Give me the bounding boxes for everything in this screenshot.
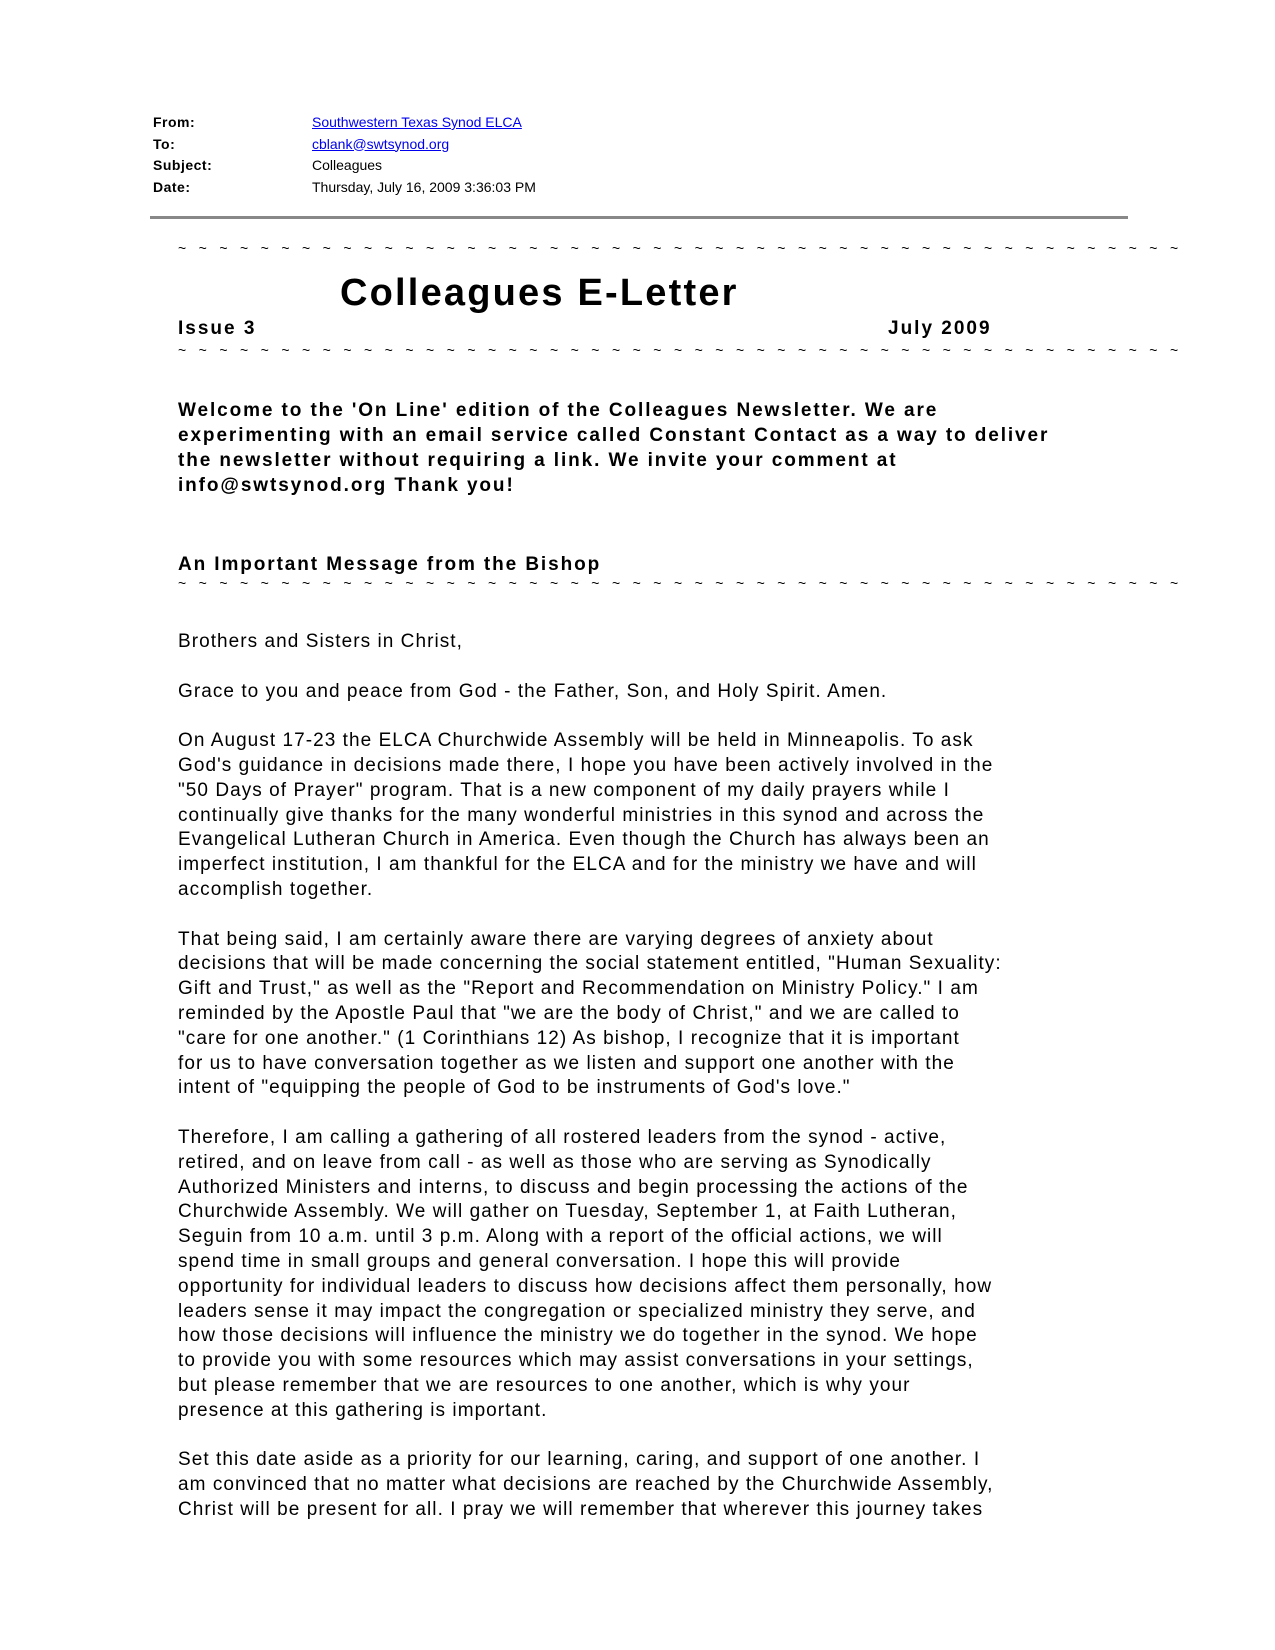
email-header	[153, 112, 536, 198]
from-label: From:	[153, 114, 196, 130]
paragraph-line: God's guidance in decisions made there, I hope you have been actively involved in the	[178, 754, 994, 776]
paragraph-line: Christ will be present for all. I pray we will remember that wherever this journey takes	[178, 1498, 984, 1520]
paragraph-line: Therefore, I am calling a gathering of all rostered leaders from the synod - active,	[178, 1126, 947, 1148]
paragraph-line: how those decisions will influence the ministry we do together in the synod. We hope	[178, 1325, 978, 1347]
paragraph	[178, 729, 1002, 903]
paragraph-line: On August 17-23 the ELCA Churchwide Assembly will be held in Minneapolis. To ask	[178, 730, 974, 752]
paragraph	[178, 680, 1002, 705]
intro-line: experimenting with an email service called Constant Contact as a way to deliver	[178, 425, 1050, 446]
paragraph-line: Evangelical Lutheran Church in America. Even though the Church has always been an	[178, 829, 990, 851]
paragraph-line: presence at this gathering is important.	[178, 1399, 548, 1421]
letter-body	[178, 630, 1002, 1547]
paragraph	[178, 1126, 1002, 1424]
to-label: To:	[153, 135, 176, 152]
paragraph-line: That being said, I am certainly aware there are varying degrees of anxiety about	[178, 928, 934, 950]
intro-line: Welcome to the 'On Line' edition of the Colleagues Newsletter. We are	[178, 400, 939, 421]
paragraph-line: for us to have conversation together as we listen and support one another with the	[178, 1052, 955, 1074]
paragraph-line: decisions that will be made concerning the social statement entitled, "Human Sexuality:	[178, 953, 1002, 975]
paragraph-line: retired, and on leave from call - as well as those who are serving as Synodically	[178, 1151, 932, 1173]
section-title: An Important Message from the Bishop	[178, 554, 602, 575]
from-link[interactable]: Southwestern Texas Synod ELCA	[312, 114, 522, 130]
intro-line: the newsletter without requiring a link. We invite your comment at	[178, 450, 898, 471]
date-value: Thursday, July 16, 2009 3:36:03 PM	[312, 178, 536, 195]
paragraph-line: Authorized Ministers and interns, to discuss and begin processing the actions of the	[178, 1176, 969, 1198]
intro-line: info@swtsynod.org Thank you!	[178, 475, 515, 496]
intro-text	[178, 398, 1049, 498]
paragraph-line: reminded by the Apostle Paul that "we are the body of Christ," and we are called to	[178, 1002, 960, 1024]
subject-label: Subject:	[153, 157, 213, 173]
paragraph	[178, 1448, 1002, 1522]
paragraph-line: "care for one another." (1 Corinthians 12) As bishop, I recognize that it is important	[178, 1027, 960, 1049]
paragraph-line: Brothers and Sisters in Christ,	[178, 631, 463, 652]
paragraph-line: am convinced that no matter what decisions are reached by the Churchwide Assembly,	[178, 1474, 994, 1496]
paragraph-line: intent of "equipping the people of God to be instruments of God's love."	[178, 1077, 851, 1099]
date-label: Date:	[153, 178, 191, 195]
paragraph-line: Churchwide Assembly. We will gather on Tuesday, September 1, at Faith Lutheran,	[178, 1201, 957, 1223]
issue-date: July 2009	[888, 318, 992, 339]
paragraph-line: continually give thanks for the many wonderful ministries in this synod and across the	[178, 804, 985, 826]
to-link[interactable]: cblank@swtsynod.org	[312, 135, 450, 152]
paragraph-line: spend time in small groups and general conversation. I hope this will provide	[178, 1250, 901, 1272]
paragraph	[178, 630, 1002, 655]
paragraph-line: "50 Days of Prayer" program. That is a new component of my daily prayers while I	[178, 779, 950, 801]
newsletter-title: Colleagues E-Letter	[340, 272, 739, 314]
paragraph-line: Gift and Trust," as well as the "Report and Recommendation on Ministry Policy." I am	[178, 978, 979, 1000]
tilde-divider-middle: ~ ~ ~ ~ ~ ~ ~ ~ ~ ~ ~ ~ ~ ~ ~ ~ ~ ~ ~ ~ ~ ~ ~ ~ ~ ~ ~ ~ ~ ~ ~ ~ ~ ~ ~ ~ ~ ~ ~ ~ ~ ~ ~ ~ ~ ~ ~ ~ ~	[178, 342, 1183, 358]
paragraph-line: imperfect institution, I am thankful for the ELCA and for the ministry we have and will	[178, 854, 977, 876]
tilde-divider-top: ~ ~ ~ ~ ~ ~ ~ ~ ~ ~ ~ ~ ~ ~ ~ ~ ~ ~ ~ ~ ~ ~ ~ ~ ~ ~ ~ ~ ~ ~ ~ ~ ~ ~ ~ ~ ~ ~ ~ ~ ~ ~ ~ ~ ~ ~ ~ ~ ~	[178, 240, 1183, 256]
header-divider	[150, 216, 1128, 219]
subject-value: Colleagues	[312, 157, 383, 173]
paragraph-line: but please remember that we are resources to one another, which is why your	[178, 1374, 911, 1396]
paragraph-line: Set this date aside as a priority for our learning, caring, and support of one another. I	[178, 1449, 981, 1471]
paragraph-line: accomplish together.	[178, 878, 374, 900]
issue-number: Issue 3	[178, 318, 257, 339]
paragraph-line: leaders sense it may impact the congregation or specialized ministry they serve, and	[178, 1300, 976, 1322]
tilde-divider-section: ~ ~ ~ ~ ~ ~ ~ ~ ~ ~ ~ ~ ~ ~ ~ ~ ~ ~ ~ ~ ~ ~ ~ ~ ~ ~ ~ ~ ~ ~ ~ ~ ~ ~ ~ ~ ~ ~ ~ ~ ~ ~ ~ ~ ~ ~ ~ ~ ~	[178, 575, 1183, 591]
paragraph	[178, 928, 1002, 1102]
paragraph-line: opportunity for individual leaders to discuss how decisions affect them personally, how	[178, 1275, 993, 1297]
paragraph-line: Seguin from 10 a.m. until 3 p.m. Along with a report of the official actions, we will	[178, 1226, 943, 1248]
paragraph-line: to provide you with some resources which may assist conversations in your settings,	[178, 1350, 974, 1372]
paragraph-line: Grace to you and peace from God - the Father, Son, and Holy Spirit. Amen.	[178, 680, 888, 702]
